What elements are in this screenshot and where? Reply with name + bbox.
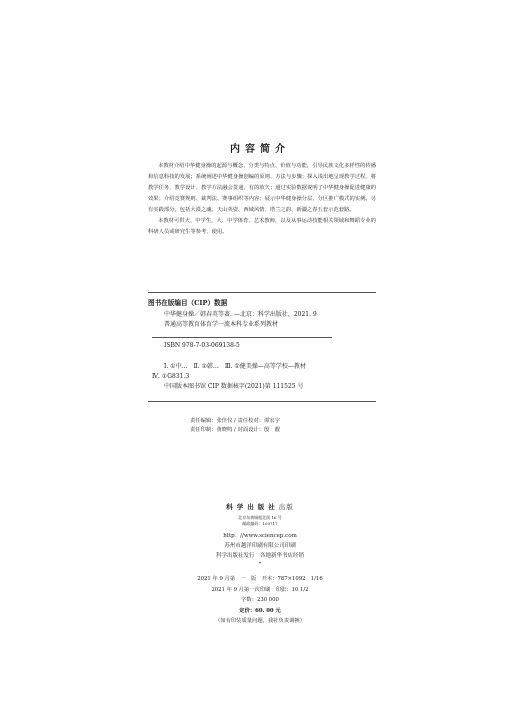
edition-block — [0, 574, 520, 627]
editors-line: 责任印制：黄晓鸣 / 封面设计：殷 靓 — [190, 427, 280, 433]
printing-line: 2021 年 9 月第一次印刷 印张：10 1/2 — [211, 586, 309, 593]
cip-line-series: 普通高等教育体育学一流本科专业系列教材 — [164, 321, 279, 328]
cip-line-code: Ⅳ. ①G831.3 — [152, 373, 190, 380]
cip-heading: 图书在版编目（CIP）数据 — [148, 299, 228, 307]
divider-bottom — [148, 401, 376, 402]
publisher-name — [0, 502, 520, 511]
edition-line: 2021 年 9 月第 一 版 开本：787×1092 1/16 — [197, 576, 323, 582]
cip-block — [152, 310, 376, 330]
cip-line-isbn: ISBN 978-7-03-069138-5 — [164, 342, 240, 349]
quality-notice: （如有印装质量问题，我社负责调换） — [214, 618, 306, 624]
separator-star: * — [258, 561, 262, 567]
cip-line-classification: Ⅰ. ①中… Ⅱ. ①韩… Ⅲ. ①健美操—高等学校—教材 — [164, 363, 306, 370]
divider-top — [148, 292, 376, 293]
divider-cip — [152, 337, 332, 338]
editors-line: 责任编辑：张佳仪 / 责任校对：谭宏宇 — [190, 418, 280, 424]
intro-title: 内容简介 — [230, 144, 290, 155]
cip-block-3 — [152, 362, 376, 392]
editors-block — [190, 417, 280, 435]
cip-line-title: 中华健身操／韩春英等著. —北京：科学出版社，2021. 9 — [164, 311, 317, 318]
cip-block-2 — [152, 341, 376, 351]
publisher-printer: 苏州市越洋印刷有限公司印刷 — [224, 543, 296, 549]
publisher-address-block — [0, 515, 520, 527]
publisher-distribution: 科学出版社发行 各地新华书店经销 — [215, 553, 304, 559]
cip-line-record: 中国版本图书馆 CIP 数据核字(2021)第 111525 号 — [164, 383, 304, 390]
intro-body — [148, 161, 376, 238]
intro-paragraph: 本教材介绍中华健身操的起源与概念、分类与特点、价值与功能，引导民族文化多样性的传播和信息科技的发展；系统阐述中华健身操创编的原则、方法与步骤；探入浅出地呈现教学过程，将教学任务、教学设计、教学方法融会贯通，有的放矢；通过实验数据说明了中华健身操促进健康的效果；介绍竞赛规则、裁判法、赛事组织等内容；展示中华健身操分层、分区推广模式的实例。另有实践部分，包括大漠之魂、天山英姿、西域风情、塔兰之韵、新疆之春五套示范套路。 — [148, 163, 376, 213]
publisher-postcode: 邮政编码：100717 — [242, 521, 278, 526]
publisher-info — [0, 531, 520, 561]
intro-paragraph: 本教材可供大、中学生，大、中学体育、艺术教师，以及从事运动技能相关领域和舞蹈专业的科研人员或研究生等参考、使用。 — [148, 218, 376, 235]
publisher-name-text: 科学出版社 — [226, 503, 279, 511]
publisher-address: 北京东黄城根北街 16 号 — [238, 515, 282, 520]
word-count: 字数：230 000 — [241, 597, 279, 603]
price: 定价：60. 00 元 — [239, 607, 281, 614]
publisher-url: http：//www.sciencep.com — [223, 533, 297, 539]
publisher-suffix: 出版 — [278, 503, 294, 511]
